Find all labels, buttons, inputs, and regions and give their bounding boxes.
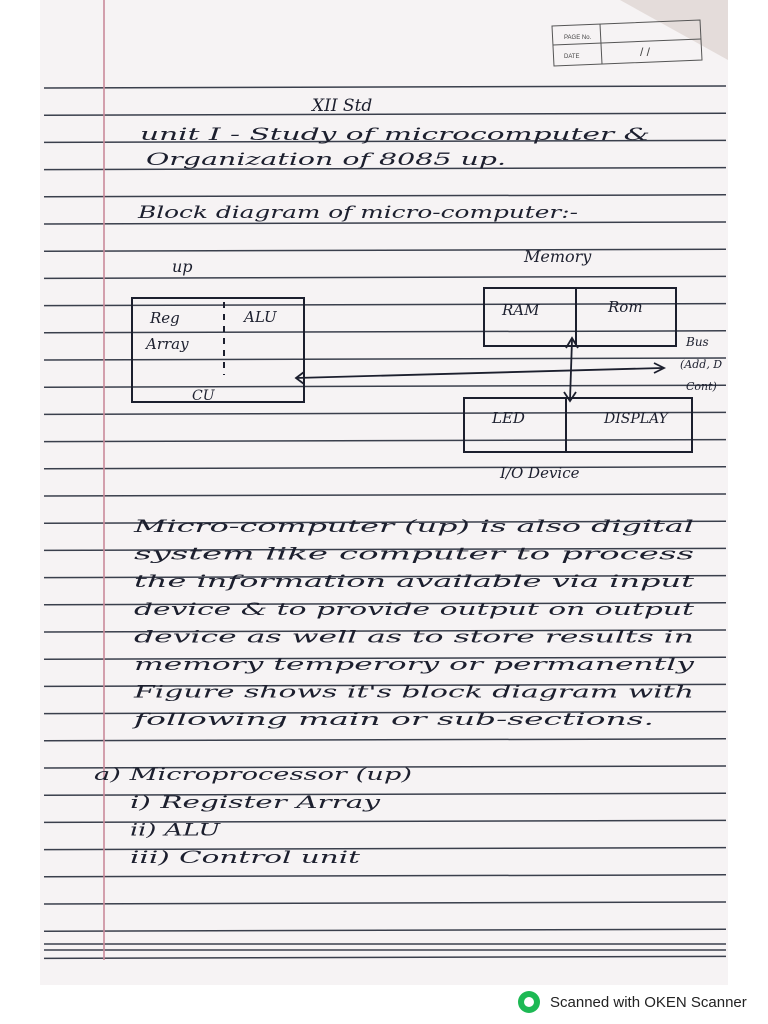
paragraph-line: device as well as to store results in — [134, 627, 694, 648]
list-item: i) Register Array — [130, 793, 381, 813]
led-label: LED — [492, 409, 525, 427]
unit-title-line1: unit I - Study of microcomputer & — [140, 125, 650, 145]
paragraph-line: Micro-computer (up) is also digital — [132, 517, 694, 537]
ram-label: RAM — [502, 301, 540, 319]
class-title: XII Std — [312, 96, 373, 116]
date-label: DATE — [564, 54, 580, 60]
unit-title-line2: Organization of 8085 up. — [146, 150, 506, 170]
bus-sub-label-2: Cont) — [686, 380, 717, 393]
reg-label: Reg — [150, 309, 180, 327]
list-heading: a) Microprocessor (up) — [94, 765, 412, 785]
cu-label: CU — [192, 388, 215, 404]
scanner-watermark — [518, 990, 747, 1014]
paragraph-line: device & to provide output on output — [134, 599, 695, 620]
paragraph-line: system like computer to process — [134, 544, 695, 565]
page-no-label: PAGE No. — [564, 35, 592, 41]
display-label: DISPLAY — [604, 411, 668, 427]
scanner-text: Scanned with OKEN Scanner — [550, 993, 747, 1011]
memory-label: Memory — [524, 247, 592, 266]
date-value: / / — [640, 45, 651, 59]
paragraph-line: the information available via input — [134, 572, 695, 593]
paragraph-line: Figure shows it's block diagram with — [132, 682, 694, 703]
bus-label: Bus — [686, 335, 709, 349]
bus-sub-label-1: (Add, D — [680, 358, 723, 371]
paragraph-line: following main or sub-sections. — [130, 710, 654, 731]
array-label: Array — [146, 335, 189, 353]
oken-scanner-logo-icon — [518, 991, 540, 1013]
io-device-label: I/O Device — [500, 464, 580, 482]
alu-label: ALU — [244, 308, 277, 326]
rom-label: Rom — [608, 298, 643, 316]
up-label: up — [172, 257, 193, 276]
list-item: iii) Control unit — [130, 847, 361, 868]
list-item: ii) ALU — [130, 820, 222, 841]
paragraph-line: memory temperory or permanently — [134, 655, 695, 675]
section-heading: Block diagram of micro-computer:- — [136, 203, 579, 223]
